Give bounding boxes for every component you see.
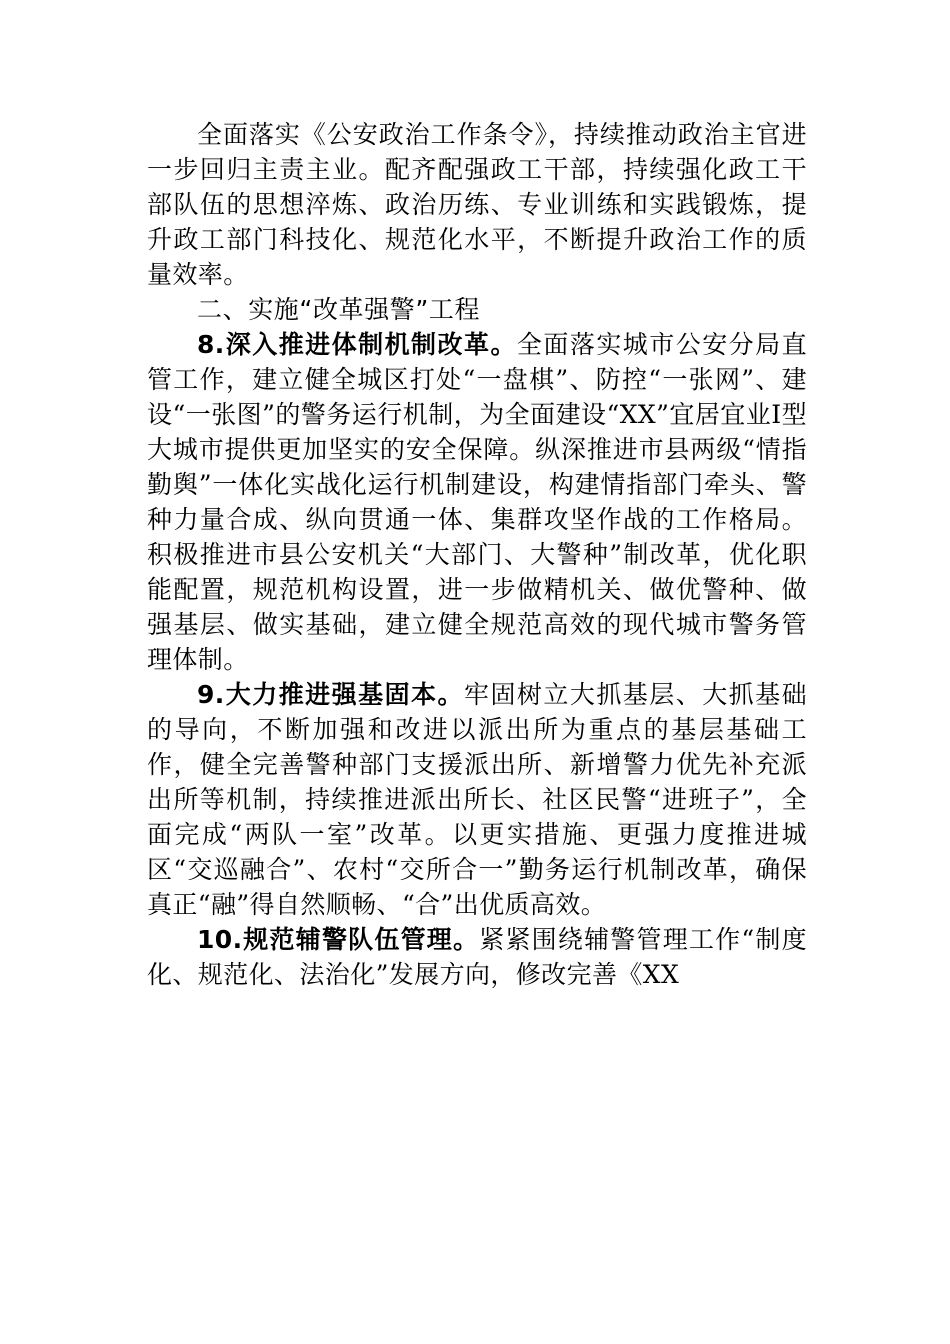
- item-8-lead: 8.深入推进体制机制改革。: [197, 330, 517, 359]
- paragraph-text: 全面落实《公安政治工作条令》，持续推动政治主官进一步回归主责主业。配齐配强政工干部，持续强化政工干部队伍的思想淬炼、政治历练、专业训练和实践锻炼，提升政工部门科技化、规范化水平，不断提升政治工作的质量效率。: [147, 120, 807, 289]
- item-10-paragraph: [147, 922, 807, 992]
- item-9-paragraph: [147, 677, 807, 922]
- item-8-body: 全面落实城市公安分局直管工作，建立健全城区打处“一盘棋”、防控“一张网”、建设“一张图”的警务运行机制，为全面建设“XX”宜居宜业I型大城市提供更加坚实的安全保障。纵深推进市县两级“情指勤舆”一体化实战化运行机制建设，构建情指部门牵头、警种力量合成、纵向贯通一体、集群攻坚作战的工作格局。积极推进市县公安机关“大部门、大警种”制改革，优化职能配置，规范机构设置，进一步做精机关、做优警种、做强基层、做实基础，建立健全规范高效的现代城市警务管理体制。: [147, 330, 808, 674]
- document-body: [147, 117, 807, 992]
- paragraph-political-work: [147, 117, 807, 292]
- item-8-paragraph: [147, 327, 807, 677]
- item-9-body: 牢固树立大抓基层、大抓基础的导向，不断加强和改进以派出所为重点的基层基础工作，健全完善警种部门支援派出所、新增警力优先补充派出所等机制，持续推进派出所长、社区民警“进班子”，全面完成“两队一室”改革。以更实措施、更强力度推进城区“交巡融合”、农村“交所合一”勤务运行机制改革，确保真正“融”得自然顺畅、“合”出优质高效。: [147, 680, 808, 919]
- section-heading-text: 二、实施“改革强警”工程: [197, 295, 481, 324]
- item-10-body: 紧紧围绕辅警管理工作“制度化、规范化、法治化”发展方向，修改完善《XX: [147, 925, 807, 989]
- item-10-lead: 10.规范辅警队伍管理。: [197, 925, 480, 954]
- item-9-lead: 9.大力推进强基固本。: [197, 680, 464, 709]
- section-heading: [147, 292, 807, 327]
